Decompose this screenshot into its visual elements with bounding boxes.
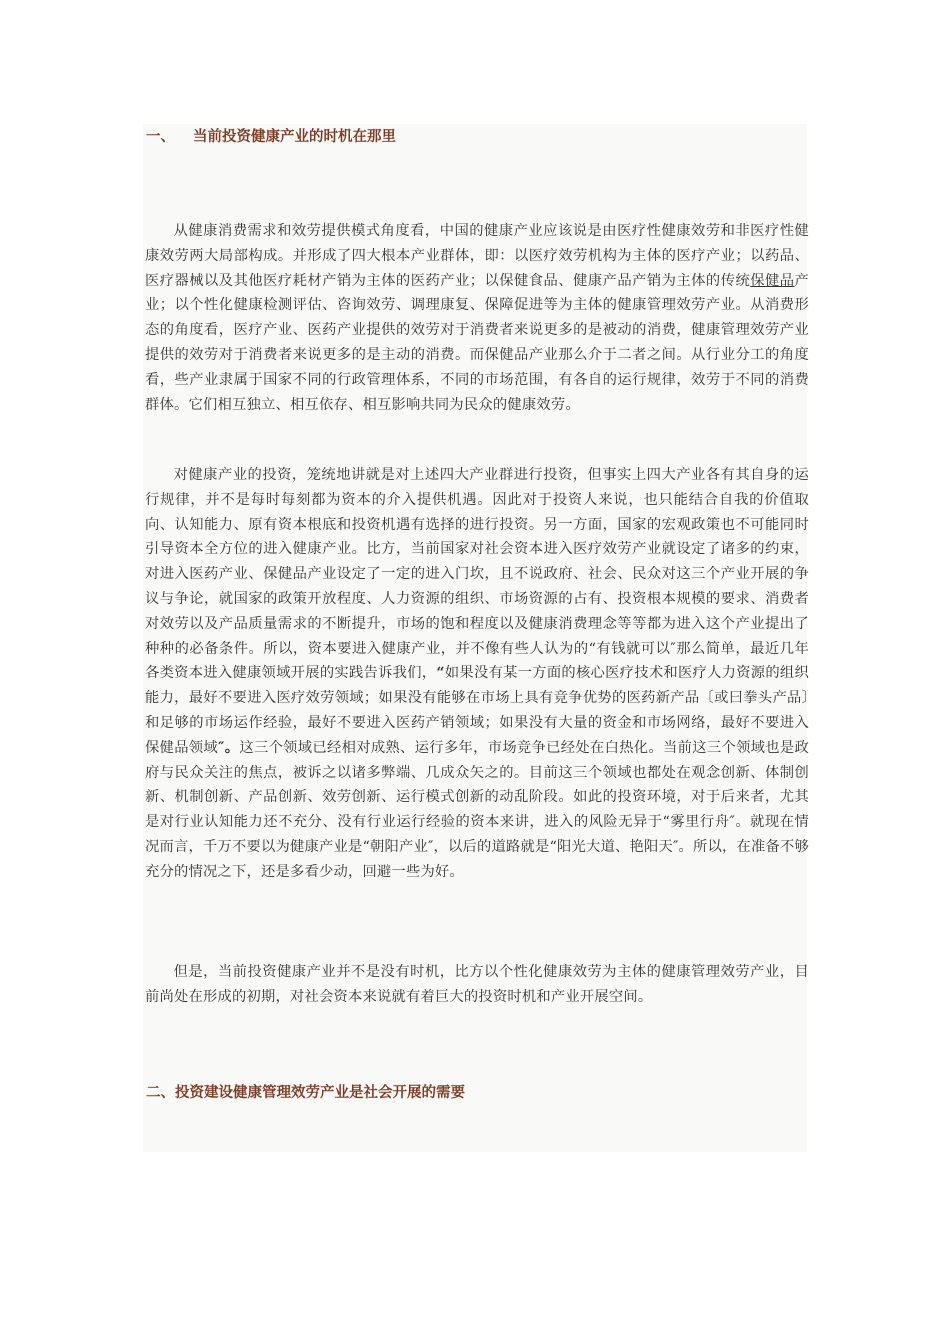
section-1-title: 当前投资健康产业的时机在那里: [193, 128, 396, 145]
quote-close-mark: ″。: [218, 739, 240, 756]
paragraph-2-text-b: 这三个领域已经相对成熟、运行多年，市场竞争已经处在白热化。当前这三个领域也是政府与民众关注的焦点，被诉之以诸多弊端、几成众矢之的。目前这三个领域也都处在观念创新、体制创新、机制创新、产品创新、效劳创新、运行模式创新的动乱阶段。如此的投资环境，对于后来者，尤其是对行业认知能力还不充分、没有行业运行经验的资本来讲，进入的风险无异于“雾里行舟″。就现在情况而言，千万不要以为健康产业是“朝阳产业″，以后的道路就是“阳光大道、艳阳天″。所以，在准备不够充分的情况之下，还是多看少动，回避一些为好。: [145, 739, 809, 880]
section-1-number: 一、: [146, 128, 175, 145]
paragraph-3: 但是，当前投资健康产业并不是没有时机，比方以个性化健康效劳为主体的健康管理效劳产业，目前尚处在形成的初期，对社会资本来说就有着巨大的投资时机和产业开展空间。: [145, 964, 809, 1005]
health-products-link[interactable]: 保健品: [750, 272, 795, 289]
paragraph-2: [145, 463, 809, 885]
paragraph-1: [145, 219, 809, 417]
paragraph-1-text-a: 从健康消费需求和效劳提供模式角度看，中国的健康产业应该说是由医疗性健康效劳和非医疗性健康效劳两大局部构成。并形成了四大根本产业群体，即：以医疗效劳机构为主体的医疗产业；以药品、医疗器械以及其他医疗耗材产销为主体的医药产业；以保健食品、健康产品产销为主体的传统: [145, 223, 809, 289]
quote-open-mark: “: [436, 665, 445, 682]
section-1-heading: [146, 127, 396, 147]
paragraph-2-text-a: 对健康产业的投资，笼统地讲就是对上述四大产业群进行投资，但事实上四大产业各有其自身的运行规律，并不是每时每刻都为资本的介入提供机遇。因此对于投资人来说，也只能结合自我的价值取向、认知能力、原有资本根底和投资机遇有选择的进行投资。另一方面，国家的宏观政策也不可能同时引导资本全方位的进入健康产业。比方，当前国家对社会资本进入医疗效劳产业就设定了诸多的约束，对进入医药产业、保健品产业设定了一定的进入门坎，且不说政府、社会、民众对这三个产业开展的争议与争论，就国家的政策开放程度、人力资源的组织、市场资源的占有、投资根本规模的要求、消费者对效劳以及产品质量需求的不断提升，市场的饱和程度以及健康消费理念等等都为进入这个产业提出了种种的必备条件。所以，资本要进入健康产业，并不像有些人认为的“有钱就可以″那么简单，最近几年各类资本进入健康领域开展的实践告诉我们，: [145, 467, 809, 682]
paragraph-2-quote: 如果没有某一方面的核心医疗技术和医疗人力资源的组织能力，最好不要进入医疗效劳领域；如果没有能够在市场上具有竞争优势的医药新产品〔或曰拳头产品〕和足够的市场运作经验，最好不要进入医药产销领域；如果没有大量的资金和市场网络，最好不要进入保健品领域: [145, 665, 809, 756]
section-2-heading: 二、投资建设健康管理效劳产业是社会开展的需要: [146, 1084, 465, 1101]
paragraph-1-text-b: 产业；以个性化健康检测评估、咨询效劳、调理康复、保障促进等为主体的健康管理效劳产业。从消费形态的角度看，医疗产业、医药产业提供的效劳对于消费者来说更多的是被动的消费，健康管理效劳产业提供的效劳对于消费者来说更多的是主动的消费。而保健品产业那么介于二者之间。从行业分工的角度看，些产业隶属于国家不同的行政管理体系，不同的市场范围，有各自的运行规律，效劳于不同的消费群体。它们相互独立、相互依存、相互影响共同为民众的健康效劳。: [145, 272, 809, 413]
